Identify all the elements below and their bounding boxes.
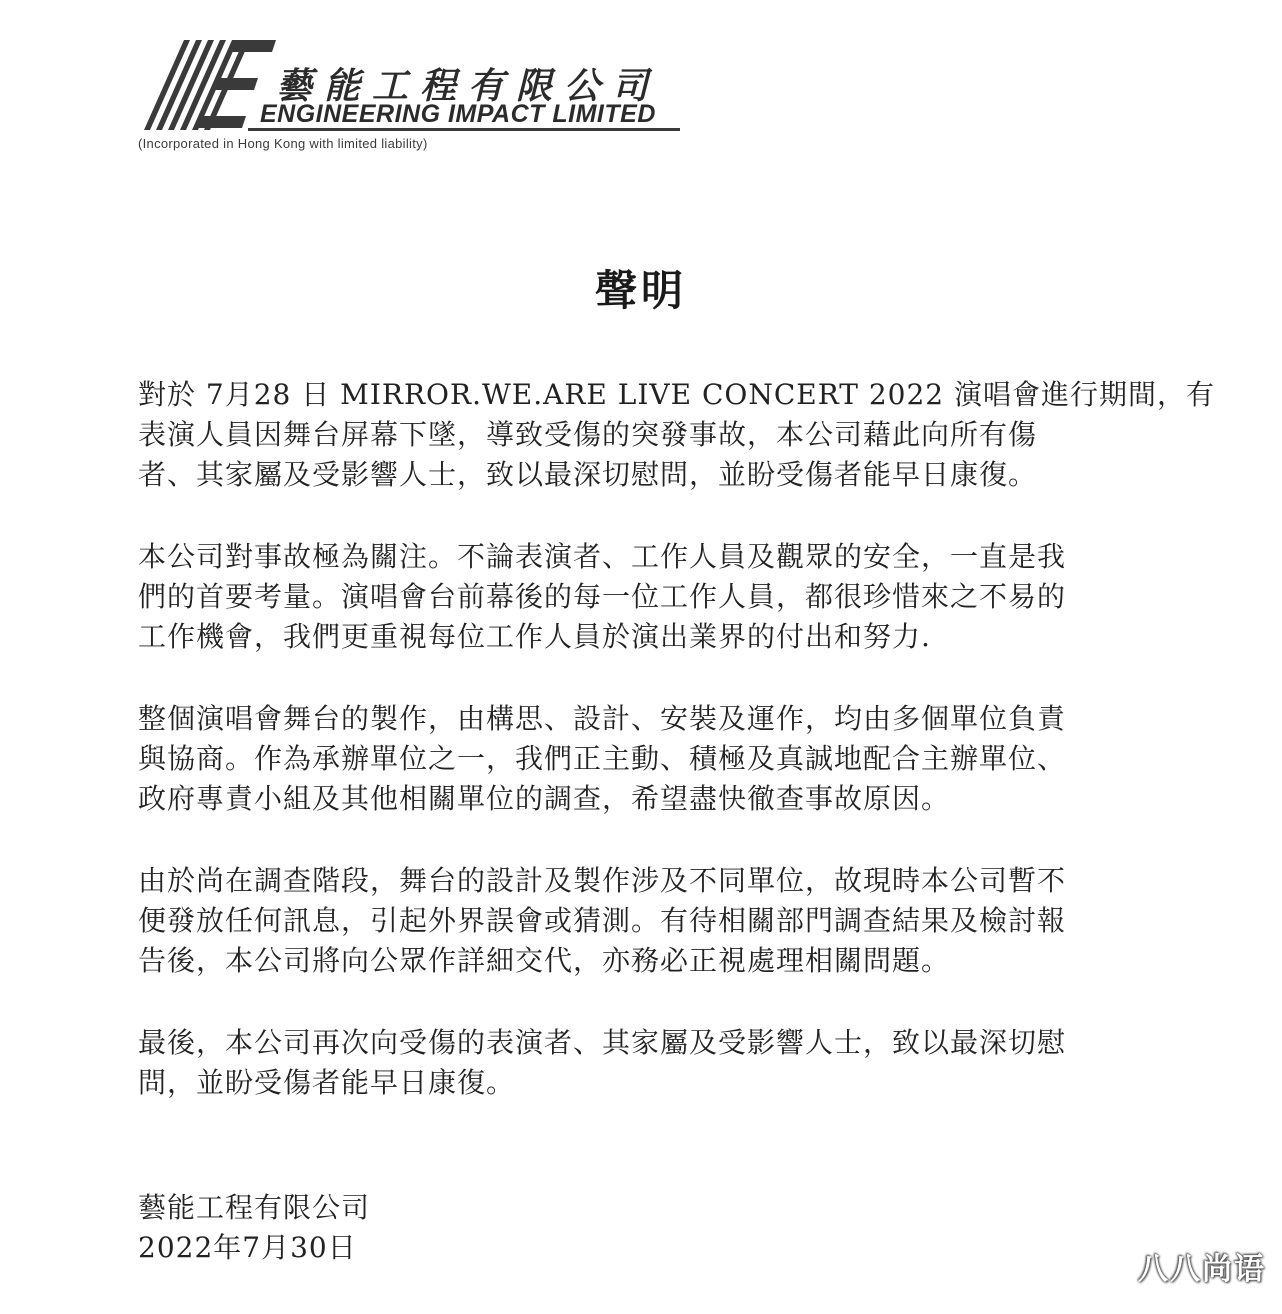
letterhead-rule (248, 128, 680, 131)
incorporation-note: (Incorporated in Hong Kong with limited liability) (138, 136, 428, 151)
paragraph-line: 本公司對事故極為關注。不論表演者、工作人員及觀眾的安全，一直是我 (138, 540, 1067, 573)
paragraph-line: 對於 7月28 日 MIRROR.WE.ARE LIVE CONCERT 2022 演唱會進行期間，有 (138, 378, 1216, 411)
statement-body (138, 375, 1216, 1145)
signature-date: 2022年7月30日 (138, 1231, 357, 1264)
document-title: 聲明 (594, 266, 687, 315)
paragraph-line: 者、其家屬及受影響人士，致以最深切慰問，並盼受傷者能早日康復。 (138, 458, 1038, 491)
paragraph-line: 與協商。作為承辦單位之一，我們正主動、積極及真誠地配合主辦單位、 (138, 742, 1067, 775)
company-logo-icon (138, 38, 278, 134)
paragraph-2 (138, 537, 1134, 657)
paragraph-line: 便發放任何訊息，引起外界誤會或猜測。有待相關部門調查結果及檢討報 (138, 904, 1067, 937)
paragraph-3 (138, 699, 1134, 819)
company-name-cn: 藝能工程有限公司 (276, 66, 661, 107)
paragraph-line: 們的首要考量。演唱會台前幕後的每一位工作人員，都很珍惜來之不易的 (138, 580, 1067, 613)
paragraph-line: 政府專責小組及其他相關單位的調查，希望盡快徹查事故原因。 (138, 782, 951, 815)
paragraph-line: 表演人員因舞台屏幕下墜，導致受傷的突發事故，本公司藉此向所有傷 (138, 418, 1038, 451)
company-name-en: ENGINEERING IMPACT LIMITED (260, 100, 656, 128)
paragraph-line: 由於尚在調查階段，舞台的設計及製作涉及不同單位，故現時本公司暫不 (138, 864, 1067, 897)
paragraph-5 (138, 1023, 1134, 1103)
paragraph-line: 告後，本公司將向公眾作詳細交代，亦務必正視處理相關問題。 (138, 944, 951, 977)
paragraph-1 (138, 375, 1216, 495)
paragraph-line: 問，並盼受傷者能早日康復。 (138, 1066, 516, 1099)
watermark: 八八尚语 (1138, 1252, 1266, 1287)
paragraph-4 (138, 861, 1134, 981)
signature-block (138, 1188, 370, 1268)
paragraph-line: 整個演唱會舞台的製作，由構思、設計、安裝及運作，均由多個單位負責 (138, 702, 1067, 735)
signature-company: 藝能工程有限公司 (138, 1191, 371, 1224)
paragraph-line: 最後，本公司再次向受傷的表演者、其家屬及受影響人士，致以最深切慰 (138, 1026, 1067, 1059)
letterhead (138, 38, 698, 158)
paragraph-line: 工作機會，我們更重視每位工作人員於演出業界的付出和努力. (138, 620, 931, 653)
